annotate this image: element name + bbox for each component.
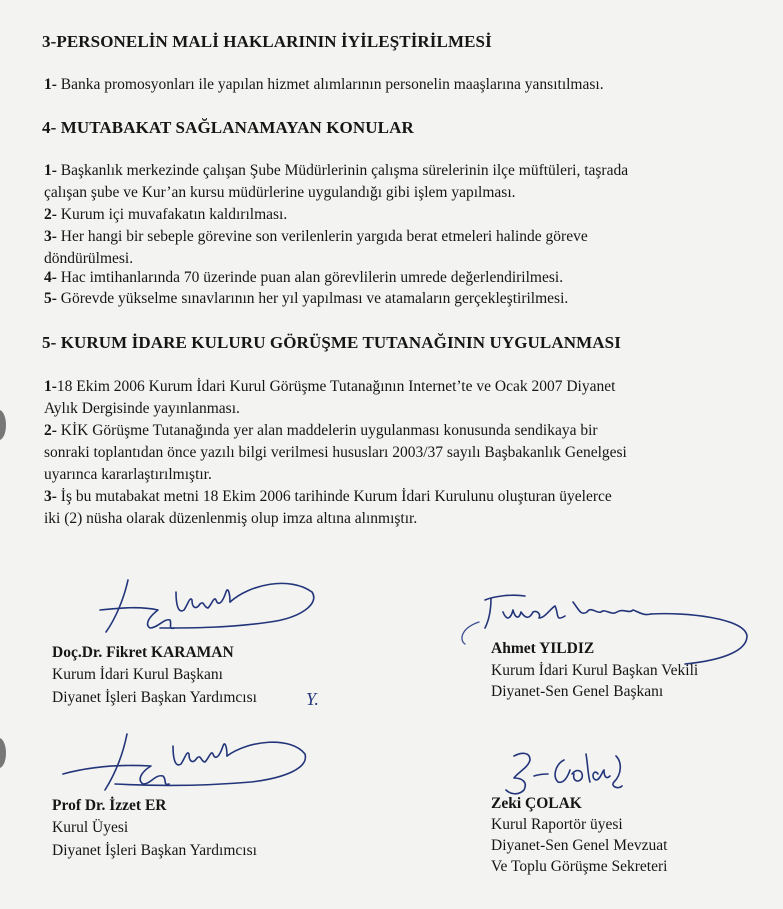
section-5-line: 2- KİK Görüşme Tutanağında yer alan maddelerin uygulanması konusunda sendikaya bir bbox=[44, 422, 598, 439]
signatory-3-name: Prof Dr. İzzet ER bbox=[52, 797, 167, 814]
signatory-3-role: Diyanet İşleri Başkan Yardımcısı bbox=[52, 842, 257, 859]
section-4-line: 5- Görevde yükselme sınavlarının her yıl yapılması ve atamaların gerçekleştirilmesi. bbox=[44, 290, 569, 307]
signatory-3-title: Kurul Üyesi bbox=[52, 819, 129, 836]
section-5-line: 1-18 Ekim 2006 Kurum İdari Kurul Görüşme Tutanağının Internet’te ve Ocak 2007 Diyanet bbox=[44, 378, 616, 395]
punch-hole bbox=[0, 410, 6, 440]
signatory-2-name: Ahmet YILDIZ bbox=[491, 640, 595, 657]
punch-hole bbox=[0, 738, 6, 768]
section-5-line: iki (2) nüsha olarak düzenlenmiş olup imza altına alınmıştır. bbox=[44, 510, 418, 527]
signatory-1-role: Diyanet İşleri Başkan Yardımcısı bbox=[52, 689, 257, 706]
section-5-line: sonraki toplantıdan önce yazılı bilgi verilmesi hususları 2003/37 sayılı Başbakanlık Genelgesi bbox=[44, 444, 627, 461]
section-4-line: çalışan şube ve Kur’an kursu müdürlerine uygulandığı gibi işlem yapılması. bbox=[44, 184, 516, 201]
signatory-4-name: Zeki ÇOLAK bbox=[491, 795, 582, 812]
signature-er bbox=[55, 728, 315, 808]
section-4-heading: 4- MUTABAKAT SAĞLANAMAYAN KONULAR bbox=[42, 118, 414, 137]
signatory-2-title: Kurum İdari Kurul Başkan Vekili bbox=[491, 662, 699, 679]
signatory-4-title: Kurul Raportör üyesi bbox=[491, 816, 623, 833]
signatory-4-role: Diyanet-Sen Genel Mevzuat bbox=[491, 837, 668, 854]
signatory-1-title: Kurum İdari Kurul Başkanı bbox=[52, 666, 223, 683]
section-5-heading: 5- KURUM İDARE KULURU GÖRÜŞME TUTANAĞININ UYGULANMASI bbox=[42, 333, 621, 352]
section-4-line: 2- Kurum içi muvafakatın kaldırılması. bbox=[44, 206, 288, 223]
signatory-4-role-2: Ve Toplu Görüşme Sekreteri bbox=[491, 858, 668, 875]
section-5-line: uyarınca kararlaştırılmıştır. bbox=[44, 466, 212, 483]
signatory-1-name: Doç.Dr. Fikret KARAMAN bbox=[52, 644, 234, 661]
section-5-line: 3- İş bu mutabakat metni 18 Ekim 2006 tarihinde Kurum İdari Kurulunu oluşturan üyelerce bbox=[44, 488, 612, 505]
handwritten-initial: Y. bbox=[306, 689, 319, 709]
signatory-2-role: Diyanet-Sen Genel Başkanı bbox=[491, 683, 664, 700]
section-4-line: 1- Başkanlık merkezinde çalışan Şube Müdürlerinin çalışma sürelerinin ilçe müftüleri, taşrada bbox=[44, 162, 629, 179]
section-4-line: 4- Hac imtihanlarında 70 üzerinde puan alan görevlilerin umrede değerlendirilmesi. bbox=[44, 269, 564, 286]
section-3-item-1: 1- Banka promosyonları ile yapılan hizmet alımlarının personelin maaşlarına yansıtılması. bbox=[44, 76, 604, 93]
section-4-line: döndürülmesi. bbox=[44, 250, 134, 267]
section-3-heading: 3-PERSONELİN MALİ HAKLARININ İYİLEŞTİRİLMESİ bbox=[42, 32, 492, 51]
section-5-line: Aylık Dergisinde yayınlanması. bbox=[44, 400, 240, 417]
section-4-line: 3- Her hangi bir sebeple görevine son verilenlerin yargıda berat etmeleri halinde göreve bbox=[44, 228, 588, 245]
signature-colak bbox=[500, 746, 640, 802]
signature-karaman bbox=[80, 570, 320, 650]
